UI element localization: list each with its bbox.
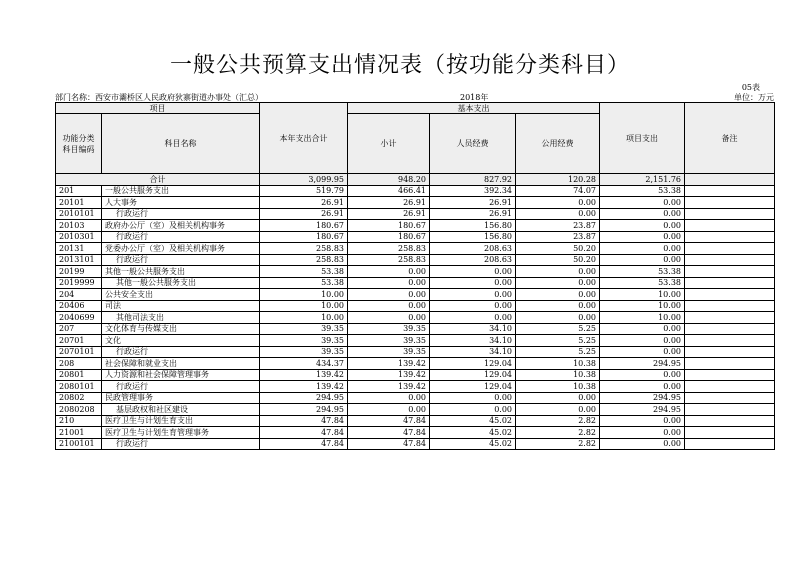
unit-label: 单位：万元 bbox=[734, 93, 774, 102]
cell-total: 139.42 bbox=[260, 369, 348, 381]
cell-code: 20103 bbox=[56, 220, 102, 232]
table-row bbox=[56, 404, 775, 416]
cell-name: 民政管理事务 bbox=[102, 392, 260, 404]
cell-public: 23.87 bbox=[516, 231, 600, 243]
cell-personnel: 0.00 bbox=[430, 300, 516, 312]
table-row bbox=[56, 346, 775, 358]
cell-subtotal: 47.84 bbox=[348, 438, 430, 450]
total-label: 合计 bbox=[56, 174, 260, 186]
table-row bbox=[56, 231, 775, 243]
cell-code: 20701 bbox=[56, 335, 102, 347]
cell-name: 人力资源和社会保障管理事务 bbox=[102, 369, 260, 381]
cell-project: 0.00 bbox=[600, 415, 685, 427]
table-row bbox=[56, 438, 775, 450]
cell-personnel: 208.63 bbox=[430, 243, 516, 255]
cell-note bbox=[685, 346, 775, 358]
cell-personnel: 34.10 bbox=[430, 346, 516, 358]
cell-project: 0.00 bbox=[600, 438, 685, 450]
cell-public: 2.82 bbox=[516, 427, 600, 439]
cell-subtotal: 26.91 bbox=[348, 208, 430, 220]
cell-personnel: 0.00 bbox=[430, 392, 516, 404]
table-row bbox=[56, 197, 775, 209]
cell-total: 39.35 bbox=[260, 346, 348, 358]
header-note: 备注 bbox=[685, 103, 775, 174]
cell-name: 医疗卫生与计划生育管理事务 bbox=[102, 427, 260, 439]
cell-subtotal: 0.00 bbox=[348, 277, 430, 289]
cell-note bbox=[685, 323, 775, 335]
cell-project: 0.00 bbox=[600, 369, 685, 381]
cell-total: 10.00 bbox=[260, 312, 348, 324]
cell-public: 10.38 bbox=[516, 381, 600, 393]
cell-note bbox=[685, 289, 775, 301]
cell-name: 文化 bbox=[102, 335, 260, 347]
cell-project: 10.00 bbox=[600, 289, 685, 301]
cell-note bbox=[685, 358, 775, 370]
cell-subtotal: 0.00 bbox=[348, 392, 430, 404]
table-row bbox=[56, 220, 775, 232]
header-project: 项目支出 bbox=[600, 103, 685, 174]
cell-code: 2080208 bbox=[56, 404, 102, 416]
cell-total: 180.67 bbox=[260, 220, 348, 232]
cell-total: 294.95 bbox=[260, 392, 348, 404]
cell-name: 行政运行 bbox=[102, 381, 260, 393]
cell-public: 5.25 bbox=[516, 346, 600, 358]
cell-note bbox=[685, 277, 775, 289]
cell-name: 司法 bbox=[102, 300, 260, 312]
table-row bbox=[56, 381, 775, 393]
cell-personnel: 0.00 bbox=[430, 289, 516, 301]
cell-public: 2.82 bbox=[516, 415, 600, 427]
cell-public: 0.00 bbox=[516, 208, 600, 220]
cell-name: 一般公共服务支出 bbox=[102, 185, 260, 197]
table-row bbox=[56, 277, 775, 289]
cell-public: 23.87 bbox=[516, 220, 600, 232]
cell-name: 文化体育与传媒支出 bbox=[102, 323, 260, 335]
cell-subtotal: 180.67 bbox=[348, 220, 430, 232]
header-personnel: 人员经费 bbox=[430, 114, 516, 174]
cell-total: 53.38 bbox=[260, 266, 348, 278]
cell-subtotal: 47.84 bbox=[348, 427, 430, 439]
cell-code: 2019999 bbox=[56, 277, 102, 289]
cell-name: 医疗卫生与计划生育支出 bbox=[102, 415, 260, 427]
cell-total: 294.95 bbox=[260, 404, 348, 416]
cell-personnel: 45.02 bbox=[430, 438, 516, 450]
total-note bbox=[685, 174, 775, 186]
cell-total: 519.79 bbox=[260, 185, 348, 197]
cell-subtotal: 47.84 bbox=[348, 415, 430, 427]
cell-project: 294.95 bbox=[600, 358, 685, 370]
table-row bbox=[56, 358, 775, 370]
total-personnel-value: 827.92 bbox=[430, 174, 516, 186]
cell-personnel: 129.04 bbox=[430, 369, 516, 381]
table-row bbox=[56, 289, 775, 301]
cell-total: 258.83 bbox=[260, 243, 348, 255]
cell-subtotal: 258.83 bbox=[348, 243, 430, 255]
header-code: 功能分类 科目编码 bbox=[56, 114, 102, 174]
cell-total: 47.84 bbox=[260, 415, 348, 427]
cell-total: 10.00 bbox=[260, 300, 348, 312]
header-public: 公用经费 bbox=[516, 114, 600, 174]
cell-code: 2040699 bbox=[56, 312, 102, 324]
cell-note bbox=[685, 231, 775, 243]
cell-personnel: 0.00 bbox=[430, 404, 516, 416]
cell-project: 0.00 bbox=[600, 243, 685, 255]
cell-public: 0.00 bbox=[516, 197, 600, 209]
cell-note bbox=[685, 312, 775, 324]
header-name: 科目名称 bbox=[102, 114, 260, 174]
cell-name: 其他一般公共服务支出 bbox=[102, 266, 260, 278]
cell-note bbox=[685, 197, 775, 209]
header-basic: 基本支出 bbox=[348, 103, 600, 114]
cell-public: 74.07 bbox=[516, 185, 600, 197]
cell-name: 行政运行 bbox=[102, 438, 260, 450]
cell-name: 人大事务 bbox=[102, 197, 260, 209]
cell-note bbox=[685, 404, 775, 416]
cell-code: 207 bbox=[56, 323, 102, 335]
cell-public: 0.00 bbox=[516, 392, 600, 404]
cell-total: 47.84 bbox=[260, 427, 348, 439]
cell-note bbox=[685, 266, 775, 278]
table-row bbox=[56, 312, 775, 324]
cell-project: 0.00 bbox=[600, 427, 685, 439]
table-row bbox=[56, 415, 775, 427]
cell-public: 10.38 bbox=[516, 369, 600, 381]
cell-subtotal: 258.83 bbox=[348, 254, 430, 266]
cell-project: 294.95 bbox=[600, 404, 685, 416]
header-subtotal: 小计 bbox=[348, 114, 430, 174]
cell-subtotal: 139.42 bbox=[348, 369, 430, 381]
cell-note bbox=[685, 392, 775, 404]
cell-total: 39.35 bbox=[260, 335, 348, 347]
cell-personnel: 45.02 bbox=[430, 415, 516, 427]
total-public-value: 120.28 bbox=[516, 174, 600, 186]
cell-code: 2100101 bbox=[56, 438, 102, 450]
cell-code: 20101 bbox=[56, 197, 102, 209]
cell-code: 2010301 bbox=[56, 231, 102, 243]
cell-project: 294.95 bbox=[600, 392, 685, 404]
cell-note bbox=[685, 208, 775, 220]
cell-public: 50.20 bbox=[516, 254, 600, 266]
cell-project: 53.38 bbox=[600, 277, 685, 289]
cell-public: 50.20 bbox=[516, 243, 600, 255]
cell-note bbox=[685, 254, 775, 266]
budget-year: 2018年 bbox=[460, 93, 489, 102]
cell-project: 0.00 bbox=[600, 231, 685, 243]
table-row bbox=[56, 266, 775, 278]
cell-name: 党委办公厅（室）及相关机构事务 bbox=[102, 243, 260, 255]
header-item: 项目 bbox=[56, 103, 260, 114]
table-row bbox=[56, 243, 775, 255]
cell-code: 21001 bbox=[56, 427, 102, 439]
cell-note bbox=[685, 300, 775, 312]
cell-project: 0.00 bbox=[600, 335, 685, 347]
cell-personnel: 34.10 bbox=[430, 335, 516, 347]
cell-total: 434.37 bbox=[260, 358, 348, 370]
cell-public: 0.00 bbox=[516, 404, 600, 416]
cell-personnel: 26.91 bbox=[430, 197, 516, 209]
cell-subtotal: 0.00 bbox=[348, 300, 430, 312]
cell-subtotal: 0.00 bbox=[348, 404, 430, 416]
cell-personnel: 208.63 bbox=[430, 254, 516, 266]
cell-personnel: 392.34 bbox=[430, 185, 516, 197]
cell-personnel: 129.04 bbox=[430, 381, 516, 393]
cell-subtotal: 0.00 bbox=[348, 312, 430, 324]
table-row bbox=[56, 300, 775, 312]
cell-subtotal: 139.42 bbox=[348, 358, 430, 370]
cell-public: 10.38 bbox=[516, 358, 600, 370]
cell-total: 53.38 bbox=[260, 277, 348, 289]
cell-note bbox=[685, 438, 775, 450]
cell-subtotal: 39.35 bbox=[348, 335, 430, 347]
cell-public: 5.25 bbox=[516, 335, 600, 347]
cell-name: 基层政权和社区建设 bbox=[102, 404, 260, 416]
cell-project: 53.38 bbox=[600, 185, 685, 197]
total-subtotal-value: 948.20 bbox=[348, 174, 430, 186]
cell-name: 行政运行 bbox=[102, 346, 260, 358]
cell-project: 10.00 bbox=[600, 312, 685, 324]
cell-personnel: 26.91 bbox=[430, 208, 516, 220]
cell-total: 10.00 bbox=[260, 289, 348, 301]
cell-name: 其他一般公共服务支出 bbox=[102, 277, 260, 289]
cell-note bbox=[685, 427, 775, 439]
cell-code: 204 bbox=[56, 289, 102, 301]
cell-note bbox=[685, 185, 775, 197]
table-row bbox=[56, 185, 775, 197]
cell-code: 20406 bbox=[56, 300, 102, 312]
header-total-year: 本年支出合计 bbox=[260, 103, 348, 174]
cell-code: 20801 bbox=[56, 369, 102, 381]
cell-subtotal: 466.41 bbox=[348, 185, 430, 197]
cell-personnel: 34.10 bbox=[430, 323, 516, 335]
total-project-value: 2,151.76 bbox=[600, 174, 685, 186]
table-row bbox=[56, 323, 775, 335]
table-meta bbox=[55, 92, 774, 102]
cell-project: 10.00 bbox=[600, 300, 685, 312]
cell-subtotal: 0.00 bbox=[348, 266, 430, 278]
total-row bbox=[56, 174, 775, 186]
cell-public: 0.00 bbox=[516, 312, 600, 324]
cell-code: 2070101 bbox=[56, 346, 102, 358]
cell-subtotal: 39.35 bbox=[348, 346, 430, 358]
cell-subtotal: 139.42 bbox=[348, 381, 430, 393]
cell-subtotal: 26.91 bbox=[348, 197, 430, 209]
department-name: 部门名称：西安市灞桥区人民政府狄寨街道办事处（汇总） bbox=[55, 93, 263, 102]
cell-personnel: 0.00 bbox=[430, 277, 516, 289]
cell-public: 2.82 bbox=[516, 438, 600, 450]
cell-name: 其他司法支出 bbox=[102, 312, 260, 324]
total-year-value: 3,099.95 bbox=[260, 174, 348, 186]
cell-public: 0.00 bbox=[516, 300, 600, 312]
cell-note bbox=[685, 335, 775, 347]
cell-project: 0.00 bbox=[600, 346, 685, 358]
cell-subtotal: 0.00 bbox=[348, 289, 430, 301]
cell-total: 26.91 bbox=[260, 208, 348, 220]
page-title: 一般公共预算支出情况表（按功能分类科目） bbox=[169, 53, 630, 78]
cell-total: 47.84 bbox=[260, 438, 348, 450]
cell-code: 20802 bbox=[56, 392, 102, 404]
cell-code: 2010101 bbox=[56, 208, 102, 220]
cell-total: 139.42 bbox=[260, 381, 348, 393]
cell-project: 0.00 bbox=[600, 381, 685, 393]
cell-note bbox=[685, 381, 775, 393]
cell-project: 0.00 bbox=[600, 254, 685, 266]
cell-code: 20199 bbox=[56, 266, 102, 278]
cell-project: 0.00 bbox=[600, 208, 685, 220]
cell-code: 201 bbox=[56, 185, 102, 197]
cell-public: 0.00 bbox=[516, 266, 600, 278]
cell-note bbox=[685, 220, 775, 232]
budget-table bbox=[55, 102, 775, 450]
cell-project: 0.00 bbox=[600, 197, 685, 209]
cell-personnel: 0.00 bbox=[430, 266, 516, 278]
cell-name: 行政运行 bbox=[102, 254, 260, 266]
cell-project: 0.00 bbox=[600, 323, 685, 335]
cell-code: 208 bbox=[56, 358, 102, 370]
cell-note bbox=[685, 415, 775, 427]
cell-total: 39.35 bbox=[260, 323, 348, 335]
cell-personnel: 129.04 bbox=[430, 358, 516, 370]
cell-public: 5.25 bbox=[516, 323, 600, 335]
cell-total: 180.67 bbox=[260, 231, 348, 243]
table-row bbox=[56, 335, 775, 347]
cell-name: 社会保障和就业支出 bbox=[102, 358, 260, 370]
cell-name: 行政运行 bbox=[102, 208, 260, 220]
cell-public: 0.00 bbox=[516, 277, 600, 289]
cell-total: 258.83 bbox=[260, 254, 348, 266]
cell-code: 2013101 bbox=[56, 254, 102, 266]
cell-personnel: 0.00 bbox=[430, 312, 516, 324]
cell-personnel: 45.02 bbox=[430, 427, 516, 439]
table-row bbox=[56, 392, 775, 404]
cell-name: 行政运行 bbox=[102, 231, 260, 243]
cell-code: 210 bbox=[56, 415, 102, 427]
cell-total: 26.91 bbox=[260, 197, 348, 209]
cell-code: 2080101 bbox=[56, 381, 102, 393]
cell-note bbox=[685, 243, 775, 255]
cell-project: 53.38 bbox=[600, 266, 685, 278]
cell-personnel: 156.80 bbox=[430, 220, 516, 232]
table-row bbox=[56, 208, 775, 220]
table-row bbox=[56, 254, 775, 266]
cell-name: 公共安全支出 bbox=[102, 289, 260, 301]
cell-name: 政府办公厅（室）及相关机构事务 bbox=[102, 220, 260, 232]
cell-public: 0.00 bbox=[516, 289, 600, 301]
cell-subtotal: 39.35 bbox=[348, 323, 430, 335]
cell-code: 20131 bbox=[56, 243, 102, 255]
cell-note bbox=[685, 369, 775, 381]
form-number: 05表 bbox=[741, 83, 760, 92]
cell-project: 0.00 bbox=[600, 220, 685, 232]
table-row bbox=[56, 427, 775, 439]
cell-subtotal: 180.67 bbox=[348, 231, 430, 243]
cell-personnel: 156.80 bbox=[430, 231, 516, 243]
table-row bbox=[56, 369, 775, 381]
